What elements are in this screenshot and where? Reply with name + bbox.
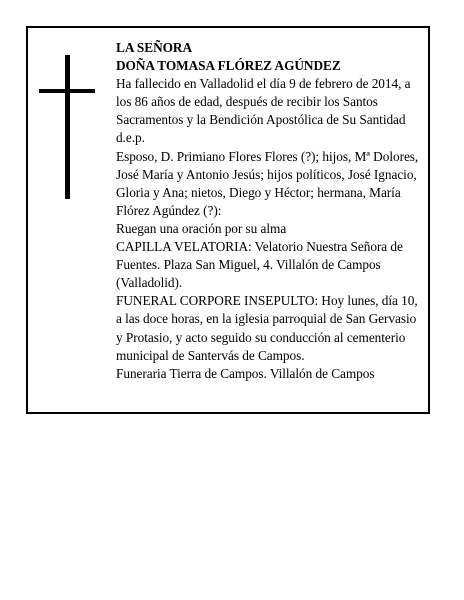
death-announcement: Ha fallecido en Valladolid el día 9 de febrero de 2014, a los 86 años de edad, después de recibir los Santos Sacramentos y la Bendición Apostólica de Su Santidad d.e.p. [116, 76, 411, 146]
notice-title: LA SEÑORA [116, 40, 193, 55]
cross-horizontal-bar [39, 89, 95, 93]
deceased-name: DOÑA TOMASA FLÓREZ AGÚNDEZ [116, 58, 341, 74]
notice-text [116, 39, 424, 383]
prayer-request: Ruegan una oración por su alma [116, 220, 287, 236]
funeral-chapel-info: CAPILLA VELATORIA: Velatorio Nuestra Señora de Fuentes. Plaza San Miguel, 4. Villalón de Campos (Valladolid). [116, 239, 403, 291]
funeral-service-info: FUNERAL CORPORE INSEPULTO: Hoy lunes, día 10, a las doce horas, en la iglesia parroquial de San Gervasio y Protasio, y acto seguido su conducción al cementerio municipal de Santervás de Campos. [116, 293, 418, 363]
family-list: Esposo, D. Primiano Flores Flores (?); hijos, Mª Dolores, José María y Antonio Jesús; hijos políticos, José Ignacio, Gloria y Ana; nietos, Diego y Héctor; hermana, María Flórez Agúndez (?): [116, 148, 419, 218]
funeral-home: Funeraria Tierra de Campos. Villalón de Campos [116, 365, 375, 381]
cross-vertical-bar [65, 55, 70, 199]
obituary-notice [26, 26, 430, 414]
latin-cross-icon [39, 55, 95, 199]
